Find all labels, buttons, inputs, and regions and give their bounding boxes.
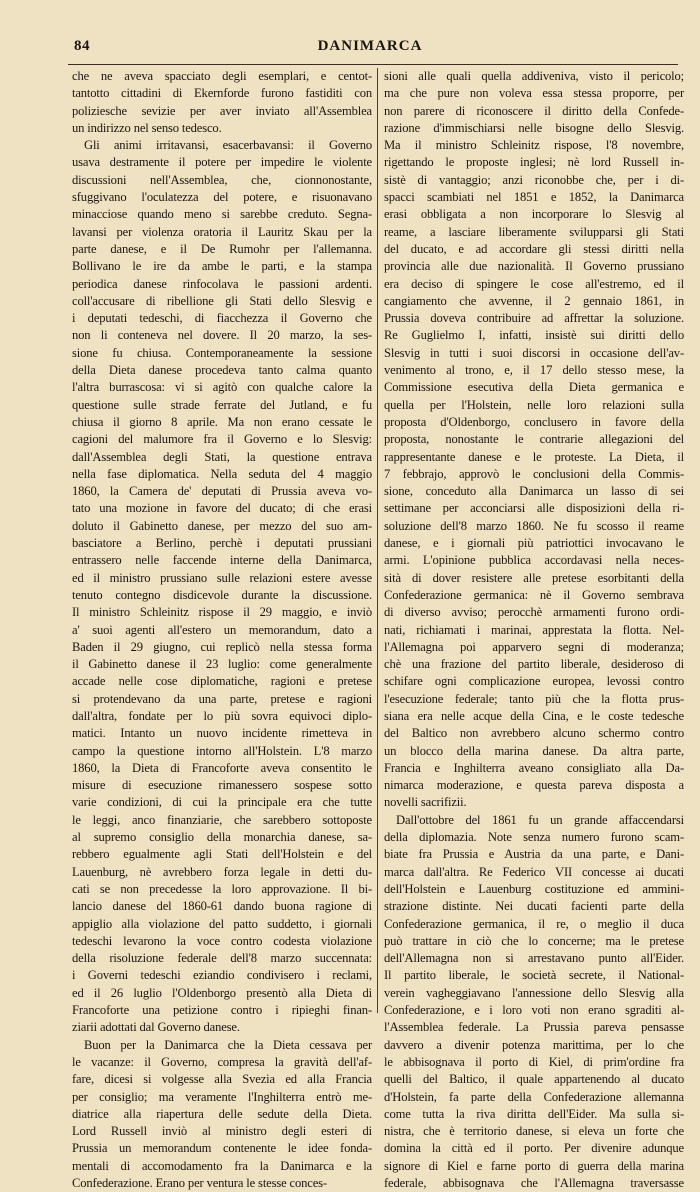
text-line: federale, abbisognava che l'Allemagna traversasse [384, 1176, 684, 1190]
text-line: doluto il Gabinetto danese, per mezzo del suo am- [72, 518, 372, 533]
text-line: chè una frazione del partito liberale, desideroso di [384, 657, 684, 672]
text-line: sioni alle quali quella addiveniva, visto il pericolo; [384, 69, 684, 83]
text-line: Confederazione germanica, il re, o meglio il duca [384, 916, 684, 931]
text-line: Francoforte una petizione contro i ripieghi finan- [72, 1003, 372, 1018]
text-line: dall'Assemblea degli Stati, la questione entrava [72, 449, 372, 464]
text-line: di diverso avviso; perocchè armamenti furono ordi- [384, 605, 684, 620]
text-line: campo la questione intorno all'Holstein. L'8 marzo [72, 743, 372, 758]
text-line: questione sulle strade ferrate del Jutland, e fu [72, 397, 372, 412]
left-column [72, 68, 372, 1190]
text-line: Ma il ministro Schleinitz rispose, l'8 novembre, [384, 138, 684, 153]
text-line: l'altra burrascosa: vi si agitò con qualche calore la [72, 380, 372, 395]
text-line: soluzione dell'8 marzo 1860. Ne fu scosso il reame [384, 518, 684, 533]
text-line: Dall'ottobre del 1861 fu un grande affaccendarsi [396, 812, 684, 827]
text-line: sità di dover resistere alle pretese esorbitanti della [384, 570, 684, 585]
text-line: un indirizzo nel senso tedesco. [72, 120, 222, 135]
text-line: nella fase diplomatica. Nella seduta del 4 maggio [72, 466, 372, 481]
text-line: novelli sacrifizii. [384, 795, 467, 810]
right-column [384, 68, 684, 1190]
text-line: basciatore a Berlino, perchè i deputati prussiani [72, 536, 372, 551]
text-line: ziarii adottati dal Governo danese. [72, 1020, 240, 1035]
text-line: Buon per la Danimarca che la Dieta cessava per [84, 1037, 372, 1052]
column-divider [377, 68, 378, 1013]
text-line: Francia e Inghilterra aveano consigliato alla Da- [384, 760, 684, 775]
text-line: quella per l'Holstein, nelle loro relazioni sulla [384, 397, 684, 412]
text-line: 1860, la Dieta di Francoforte aveva consentito le [72, 760, 372, 775]
text-line: dall'altra, fondate per lo più sovra equivoci diplo- [72, 708, 372, 723]
text-line: domina la città ed il porto. Per divenire adunque [384, 1141, 684, 1156]
text-line: tantotto cittadini di Ekernforde furono fastiditi con [72, 86, 372, 101]
text-line: varie condizioni, di cui la principale era che tutte [72, 795, 372, 810]
text-line: sione, conceduto alla Danimarca un lasso di sei [384, 484, 684, 499]
text-line: nimarca moderazione, e questa pareva disposta a [384, 778, 684, 793]
text-line: l'esecuzione federale; tanto più che la flotta prus- [384, 691, 684, 706]
text-line: quelli del Baltico, il quale appartenendo al ducato [384, 1072, 684, 1087]
text-line: tenuto contegno disdicevole durante la discussione. [72, 587, 372, 602]
text-line: rebbero egualmente agli Stati dell'Holstein e del [72, 847, 372, 862]
text-line: come tutta la riva diritta dell'Eider. Ma sulla si- [384, 1106, 684, 1121]
text-line: siana era nelle acque della Cina, e le coste tedesche [384, 708, 684, 723]
text-line: della risoluzione federale dell'8 marzo succennata: [72, 951, 372, 966]
text-line: settimane per acconciarsi alle disposizioni della ri- [384, 501, 684, 516]
text-line: razione d'immischiarsi nelle bisogne dello Slesvig. [384, 120, 684, 135]
text-line: Confederazione, e i loro voti non erano sgraditi al- [384, 1003, 684, 1018]
text-line: verein vagheggiavano l'annessione dello Slesvig alla [384, 985, 684, 1000]
text-line: entrassero nelle faccende interne della Danimarca, [72, 553, 372, 568]
text-line: usava destramente il potere per impedire le violente [72, 155, 372, 170]
text-line: sione fu chiusa. Contemporaneamente la sessione [72, 345, 372, 360]
text-line: un blocco della marina danese. Da altra parte, [384, 743, 684, 758]
text-line: reame, a lasciare liberamente svilupparsi gli Stati [384, 224, 684, 239]
text-line: sistè di vantaggio; anzi riconobbe che, per i di- [384, 172, 684, 187]
text-line: signore di Kiel e farne porto di guerra della marina [384, 1158, 684, 1173]
text-line: lavansi per violenza oratoria il Lauritz Skau per la [72, 224, 372, 239]
text-line: appiglio alla violazione del patto suddetto, i giornali [72, 916, 372, 931]
text-line: schifare ogni complicazione europea, levossi contro [384, 674, 684, 689]
text-line: davvero a divenir potenza marittima, per lo che [384, 1037, 684, 1052]
text-line: del ducato, e ad accordare gli stessi diritti nella [384, 241, 684, 256]
text-line: i Governi tedeschi eziandio condivisero i reclami, [72, 968, 372, 983]
text-line: dell'Holstein e Lauenburg costituzione ed ammini- [384, 881, 684, 896]
text-line: sfuggivano l'oculatezza del potere, e risuonavano [72, 190, 372, 205]
text-line: nati, richiamati i marinai, apprestata la flotta. Nel- [384, 622, 684, 637]
text-columns [72, 68, 684, 1190]
text-line: tato una mozione in favore del ducato; di che erasi [72, 501, 372, 516]
text-line: Gli animi irritavansi, esacerbavansi: il Governo [84, 138, 372, 153]
text-line: non li conteneva nel dovere. Il 20 marzo, la ses- [72, 328, 372, 343]
text-line: Bollivano le ire da ambe le parti, e la stampa [72, 259, 372, 274]
text-line: coll'accusare di ribellione gli Stati dello Slesvig e [72, 293, 372, 308]
page-number: 84 [74, 38, 90, 54]
text-line: l'Allemagna poi apparvero segni di moderanza; [384, 639, 684, 654]
text-line: Il ministro Schleinitz rispose il 29 maggio, e inviò [72, 605, 372, 620]
text-line: era deciso di spingere le cose all'estremo, ed il [384, 276, 684, 291]
text-line: ed il ministro prussiano sulle relazioni estere avesse [72, 570, 372, 585]
text-line: il Gabinetto danese il 23 luglio: come generalmente [72, 657, 372, 672]
text-line: Lauenburg, nè avrebbero forza legale in detti du- [72, 864, 372, 879]
text-line: minacciose quando meno si sarebbe creduto. Segna- [72, 207, 372, 222]
text-line: Slesvig in tutti i suoi discorsi in occasione dell'av- [384, 345, 684, 360]
text-line: a' suoi agenti all'estero un memorandum, dato a [72, 622, 372, 637]
text-line: parte danese, e il De Rumohr per l'allemanna. [72, 241, 372, 256]
text-line: Baden il 29 giugno, cui replicò nella stessa forma [72, 639, 372, 654]
text-line: 1860, la Camera de' deputati di Prussia aveva vo- [72, 484, 372, 499]
text-line: per consiglio; ma veramente l'Inghilterra entrò me- [72, 1089, 372, 1104]
text-line: della diplomazia. Note senza numero furono scam- [384, 830, 684, 845]
text-line: chiusa il giorno 8 aprile. Ma non erano cessate le [72, 414, 372, 429]
text-line: mentali di accomodamento fra la Danimarca e la [72, 1158, 372, 1173]
text-line: che ne aveva spacciato degli esemplari, e centot- [72, 69, 372, 83]
text-line: le leggi, anco finanziarie, che sarebbero sottoposte [72, 812, 372, 827]
text-line: non parere di riconoscere il diritto della Confede- [384, 103, 684, 118]
text-line: cati se non precedesse la loro approvazione. Il bi- [72, 881, 372, 896]
text-line: l'Assemblea federale. La Prussia pareva pensasse [384, 1020, 684, 1035]
text-line: nistra, che è territorio danese, si eleva un forte che [384, 1124, 684, 1139]
text-line: lancio danese del 1860-61 dando buona ragione di [72, 899, 372, 914]
text-line: marca dall'altra. Re Federico VII concesse ai ducati [384, 864, 684, 879]
text-line: le vacanze: il Governo, compresa la gravità dell'af- [72, 1054, 372, 1069]
text-line: Confederazione. Erano per ventura le stesse conces- [72, 1176, 327, 1190]
text-line: dell'Allemagna non si arrestavano punto all'Eider. [384, 951, 684, 966]
text-line: Confederazione germanica: nè il Governo sembrava [384, 587, 684, 602]
running-title: DANIMARCA [317, 38, 423, 54]
text-line: può trattare in ciò che lo concerne; ma le pretese [384, 933, 684, 948]
header-rule [68, 64, 678, 65]
text-line: discussioni nell'Assemblea, che, cionnonostante, [72, 172, 372, 187]
text-line: provincia alle due nazionalità. Il Governo prussiano [384, 259, 684, 274]
text-line: Prussia un memorandum contenente le idee fonda- [72, 1141, 372, 1156]
text-line: si protendevano da una parte, pretese e ragioni [72, 691, 372, 706]
text-line: al supremo consiglio della monarchia danese, sa- [72, 830, 372, 845]
text-line: misure di esecuzione rimanessero sospese sotto [72, 778, 372, 793]
text-line: cagioni del malumore fra il Governo e lo Slesvig: [72, 432, 372, 447]
text-line: rappresentante danese e le proteste. La Dieta, il [384, 449, 684, 464]
text-line: erasi obbligata a non incorporare lo Slesvig al [384, 207, 684, 222]
text-line: Il partito liberale, le società secrete, il National- [384, 968, 684, 983]
text-line: i deputati tedeschi, di fiacchezza il Governo che [72, 311, 372, 326]
text-line: armi. L'opinione pubblica accordavasi nella neces- [384, 553, 684, 568]
text-line: della Dieta danese procedeva tanto calma quanto [72, 363, 372, 378]
text-line: Re Guglielmo I, infatti, insistè sui diritti dello [384, 328, 684, 343]
text-line: d'Holstein, fa parte della Confederazione allemanna [384, 1089, 684, 1104]
text-line: ma che pure non voleva essa stessa proporre, per [384, 86, 684, 101]
text-line: biate fra Prussia e Austria da una parte, e Dani- [384, 847, 684, 862]
text-line: danese, e i giornali più patriottici invocavano le [384, 536, 684, 551]
text-line: le abbisognava il porto di Kiel, di prim'ordine fra [384, 1054, 684, 1069]
text-line: ed il 26 luglio l'Oldenborgo presentò alla Dieta di [72, 985, 372, 1000]
text-line: Lord Russell inviò al ministro degli esteri di [72, 1124, 372, 1139]
text-line: venimento al trono, e, il 17 dello stesso mese, la [384, 363, 684, 378]
text-line: spacci scambiati nel 1851 e 1852, la Danimarca [384, 190, 684, 205]
text-line: proposta d'Oldenborgo, conclusero in favore della [384, 414, 684, 429]
text-line: periodica danese rinfocolava le passioni ardenti. [72, 276, 372, 291]
text-line: strazione distinte. Nei ducati facienti parte della [384, 899, 684, 914]
text-line: fare, dicesi si volgesse alla Svezia ed alla Francia [72, 1072, 372, 1087]
text-line: poliziesche sevizie per aver inviato all'Assemblea [72, 103, 372, 118]
text-line: rigettando le proposte inglesi; nè lord Russell in- [384, 155, 684, 170]
text-line: cangiamento che avvenne, il 2 gennaio 1861, in [384, 293, 684, 308]
text-line: Commissione esecutiva della Dieta germanica e [384, 380, 684, 395]
running-head [60, 38, 680, 58]
text-line: matici. Intanto un nuovo incidente rimetteva in [72, 726, 372, 741]
text-line: diatrice alla riapertura delle sedute della Dieta. [72, 1106, 372, 1121]
text-line: Prussia doveva contribuire ad affrettar la soluzione. [384, 311, 684, 326]
text-line: tedeschi levarono la voce contro codesta violazione [72, 933, 372, 948]
text-line: proposta, nonostante le contrarie allegazioni del [384, 432, 684, 447]
text-line: del Baltico non avrebbero alcuno schermo contro [384, 726, 684, 741]
text-line: 7 febbrajo, approvò le conclusioni della Commis- [384, 466, 684, 481]
text-line: accade nelle cose diplomatiche, ragioni e pretese [72, 674, 372, 689]
